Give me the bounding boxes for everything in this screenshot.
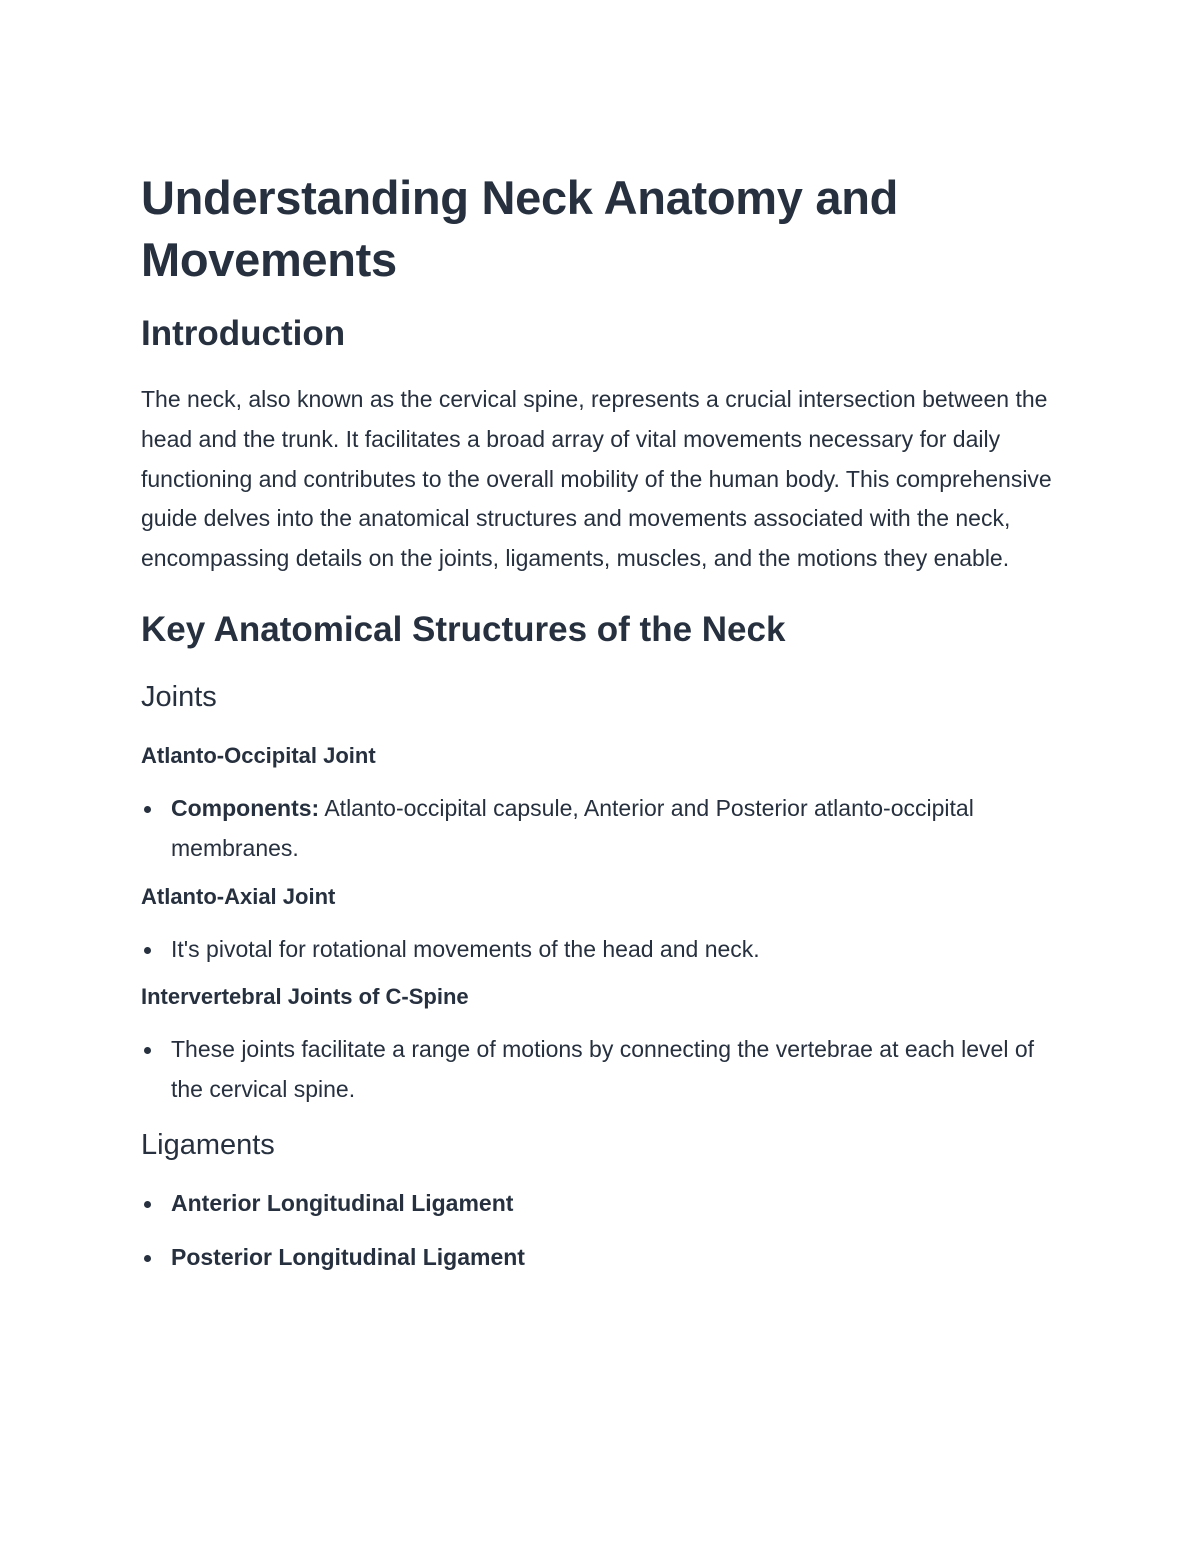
atlanto-occipital-list [141,789,1066,869]
bullet-icon [144,1047,151,1054]
components-text: Atlanto-occipital capsule, Anterior and Posterior atlanto-occipital membranes. [171,794,974,861]
intervertebral-joints-title: Intervertebral Joints of C-Spine [141,984,469,1010]
structures-heading: Key Anatomical Structures of the Neck [141,609,786,649]
components-label: Components: [171,794,320,821]
list-item-text: It's pivotal for rotational movements of the head and neck. [171,935,760,962]
bullet-icon [144,1255,151,1262]
document-page [141,167,1066,1278]
ligament-name: Posterior Longitudinal Ligament [171,1243,525,1270]
list-item [141,1184,1066,1224]
atlanto-occipital-joint-title: Atlanto-Occipital Joint [141,742,376,768]
atlanto-axial-list [141,930,1066,970]
atlanto-axial-joint-title: Atlanto-Axial Joint [141,883,336,909]
bullet-icon [144,1201,151,1208]
list-item [141,1238,1066,1278]
ligament-name: Anterior Longitudinal Ligament [171,1189,514,1216]
list-item [141,789,1066,869]
joints-heading: Joints [141,680,217,713]
introduction-heading: Introduction [141,314,346,353]
intervertebral-list [141,1030,1066,1110]
ligaments-heading: Ligaments [141,1128,275,1161]
bullet-icon [144,947,151,954]
ligaments-list [141,1184,1066,1278]
list-item [141,1030,1066,1110]
list-item [141,930,1066,970]
introduction-paragraph: The neck, also known as the cervical spine, represents a crucial intersection between the head and the trunk. It facilitates a broad array of vital movements necessary for daily functioning and contributes to the overall mobility of the human body. This comprehensive guide delves into the anatomical structures and movements associated with the neck, encompassing details on the joints, ligaments, muscles, and the motions they enable. [141,386,1052,572]
document-title: Understanding Neck Anatomy and Movements [141,171,899,286]
bullet-icon [144,806,151,813]
list-item-text: These joints facilitate a range of motions by connecting the vertebrae at each level of the cervical spine. [171,1036,1035,1103]
